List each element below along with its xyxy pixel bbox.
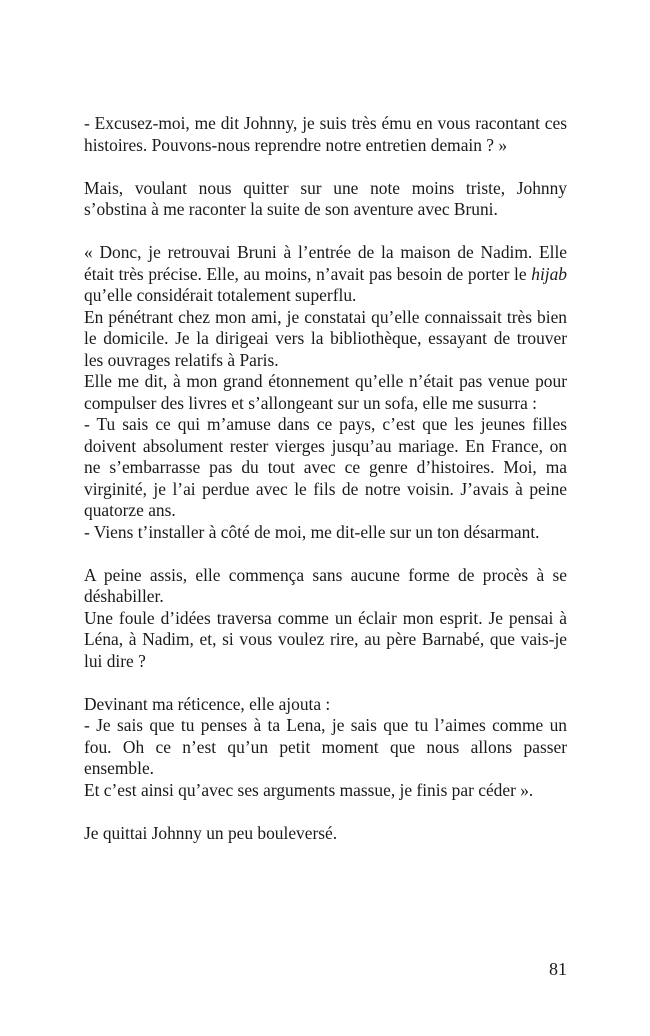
paragraph-susurra: Elle me dit, à mon grand étonnement qu’elle n’était pas venue pour compulser des livres et s’allongeant sur un sofa, elle me susurra :: [84, 371, 567, 413]
paragraph-bruni-entrance: [84, 242, 567, 307]
paragraph-pays: - Tu sais ce qui m’amuse dans ce pays, c’est que les jeunes filles doivent absolument rester vierges jusqu’au mariage. En France, on ne s’embarrasse pas du tout avec ce genre d’histoires. Moi, ma virginité, je l’ai perdue avec le fils de notre voisin. J’avais à peine quatorze ans.: [84, 414, 567, 520]
paragraph-gap: [84, 156, 567, 178]
paragraph-lena: - Je sais que tu penses à ta Lena, je sais que tu l’aimes comme un fou. Oh ce n’est qu’un petit moment que nous allons passer ensemble.: [84, 715, 567, 778]
paragraph-assis: A peine assis, elle commença sans aucune forme de procès à se déshabiller.: [84, 564, 567, 606]
paragraph-quittai: Je quittai Johnny un peu bouleversé.: [84, 822, 338, 843]
paragraph-idees: Une foule d’idées traversa comme un éclair mon esprit. Je pensai à Léna, à Nadim, et, si vous voulez rire, au père Barnabé, que vais-je lui dire ?: [84, 607, 567, 671]
paragraph-gap: [84, 801, 567, 823]
page-number: 81: [549, 959, 567, 979]
paragraph-gap: [84, 672, 567, 694]
paragraph-domicile: En pénétrant chez mon ami, je constatai qu’elle connaissait très bien le domicile. Je la dirigeai vers la bibliothèque, essayant de trouver les ouvrages relatifs à Paris.: [84, 306, 567, 370]
text-run: qu’elle considérait totalement superflu.: [84, 285, 357, 305]
paragraph-gap: [84, 543, 567, 565]
paragraph-ceder: Et c’est ainsi qu’avec ses arguments massue, je finis par céder ».: [84, 779, 534, 800]
paragraph-excuse: - Excusez-moi, me dit Johnny, je suis très ému en vous racontant ces histoires. Pouvons-nous reprendre notre entretien demain ? »: [84, 113, 567, 155]
text-run: « Donc, je retrouvai Bruni à l’entrée de la maison de Nadim. Elle était très précise. Elle, au moins, n’avait pas besoin de porter le: [84, 242, 567, 284]
page-body: [84, 113, 567, 844]
paragraph-reticence: Devinant ma réticence, elle ajouta :: [84, 693, 331, 714]
paragraph-installer: - Viens t’installer à côté de moi, me dit-elle sur un ton désarmant.: [84, 521, 540, 542]
paragraph-gap: [84, 221, 567, 243]
paragraph-obstina: Mais, voulant nous quitter sur une note moins triste, Johnny s’obstina à me raconter la suite de son aventure avec Bruni.: [84, 177, 567, 219]
italic-word: hijab: [531, 263, 567, 284]
